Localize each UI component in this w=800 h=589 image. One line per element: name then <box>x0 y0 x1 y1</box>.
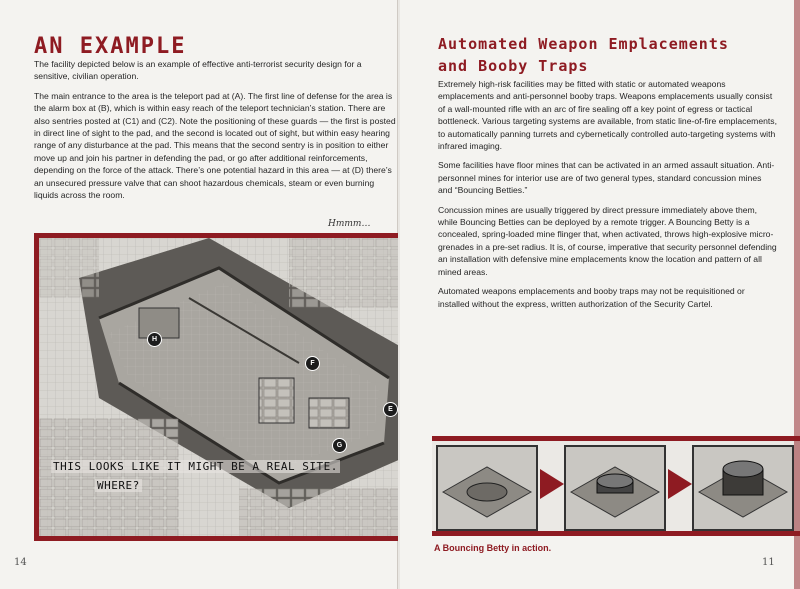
right-heading-line1: Automated Weapon Emplacements <box>438 35 729 53</box>
sequence-panel-2 <box>564 445 666 531</box>
map-marker-h: H <box>147 332 162 347</box>
right-page-heading <box>438 33 768 77</box>
right-body-text <box>438 78 778 317</box>
map-marker-f: F <box>305 356 320 371</box>
map-marker-e: E <box>383 402 398 417</box>
sequence-arrow <box>668 469 692 499</box>
handwritten-hmm: Hmmm… <box>328 219 371 229</box>
right-paragraph: Automated weapons emplacements and booby traps may not be requisitioned or installed without the express, written authorization of the Security Cartel. <box>438 286 745 309</box>
left-paragraph: The facility depicted below is an example of effective anti-terrorist security design for a sensitive, civilian operation. <box>34 59 362 82</box>
handwritten-note-line1: THIS LOOKS LIKE IT MIGHT BE A REAL SITE. <box>53 460 338 473</box>
right-paragraph: Concussion mines are usually triggered by direct pressure immediately above them, while Bouncing Betties can be deployed by a remote trigger. A Bouncing Betty is a concealed, spring-loaded mine flinger that, when activated, throws high-explosive micro-grenades in a pre-set radius. It is, of course, imperative that security personnel defending an installation with defensive mine emplacements know the location and pattern of all mined areas. <box>438 204 777 277</box>
bouncing-betty-sequence <box>432 436 800 536</box>
page-edge <box>794 0 800 589</box>
sequence-panel-1 <box>436 445 538 531</box>
right-heading-line2: and Booby Traps <box>438 57 589 75</box>
map-marker-g: G <box>332 438 347 453</box>
facility-map-illustration <box>39 238 398 541</box>
figure-caption: A Bouncing Betty in action. <box>434 543 552 553</box>
left-page-heading: AN EXAMPLE <box>34 34 187 59</box>
left-body-text <box>34 58 396 208</box>
sequence-panel-3 <box>692 445 794 531</box>
facility-map <box>34 233 398 541</box>
right-page-number: 11 <box>762 557 775 568</box>
left-page-number: 14 <box>14 557 27 568</box>
right-paragraph: Extremely high-risk facilities may be fitted with static or automated weapons emplacements and anti-personnel booby traps. Weapons emplacements usually consist of a wall-mounted rifle with an arc of fire sealing off a key point of egress or tactical bottleneck. Various targeting systems are available, from static line-of-fire emplacements, to automatically panning turrets and cybernetically controlled auto-targeting systems with infrared imaging. <box>438 79 777 152</box>
left-paragraph: The main entrance to the area is the teleport pad at (A). The first line of defense for the area is the alarm box at (B), which is within easy reach of the teleport technician’s station. There are also sentries posted at (C1) and (C2). Note the positioning of these guards — the first is posted in direct line of sight to the pad, and the second is located out of sight, but within easy hearing range of any disturbance at the pad. This means that the second sentry is in position to either move up and join his partner in defending the pad, or go after additional reinforcements, depending on the force of the attack. There’s one potential hazard in this area — at (D) there’s an unsecured pressure valve that can shoot hazardous chemicals, steam or even burning liquids across the room. <box>34 90 396 201</box>
right-paragraph: Some facilities have floor mines that can be activated in an armed assault situation. Anti-personnel mines for interior use are of two general types, standard concussion mines and “Bouncing Betties.” <box>438 160 775 196</box>
sequence-arrow <box>540 469 564 499</box>
handwritten-note-line2: WHERE? <box>97 479 140 492</box>
